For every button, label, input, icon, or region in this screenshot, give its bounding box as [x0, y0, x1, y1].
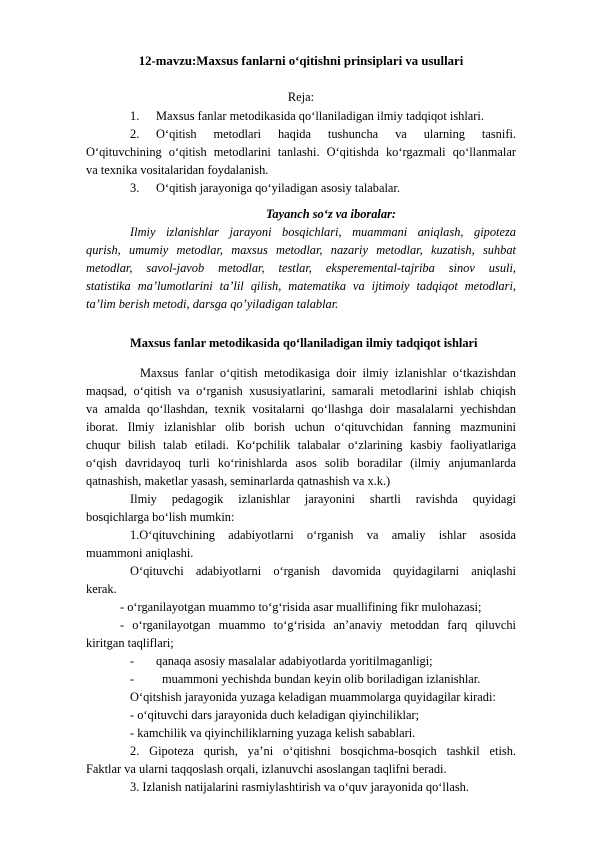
paragraph-line: 3. Izlanish natijalarini rasmiylashtirish va o‘quv jarayonida qo‘llash. [130, 780, 469, 794]
paragraph-line: chuqur bilish talab etiladi. Ko‘pchilik talabalar o‘zlarining kasbiy faoliyatlariga [86, 438, 516, 452]
paragraph-line: O‘qitshish jarayonida yuzaga keladigan muammolarga quyidagilar kiradi: [130, 690, 496, 704]
keywords-line: ta’lim berish metodi, darsga qo’yiladigan talablar. [86, 297, 339, 311]
plan-item-number: 3. [130, 181, 140, 195]
paragraph-line: muammoni aniqlashi. [86, 546, 194, 560]
keywords-line: Ilmiy izlanishlar jarayoni bosqichlari, muammani aniqlash, gipoteza [130, 225, 516, 239]
paragraph-line: va amalda qo‘llashdan, texnik vositalarni qo‘llashga doir masalalarni yechishdan [86, 402, 516, 416]
section-body [86, 364, 516, 796]
paragraph-line: kerak. [86, 582, 117, 596]
section-heading: Maxsus fanlar metodikasida qo‘llaniladigan ilmiy tadqiqot ishlari [130, 336, 478, 350]
plan-item-text: Maxsus fanlar metodikasida qo‘llaniladigan ilmiy tadqiqot ishlari. [156, 109, 484, 123]
plan-item-text: O‘qitish metodlari haqida tushuncha va ularning tasnifi. [156, 127, 516, 141]
paragraph-line: maqsad, o‘qitish va o‘rganish xususiyatlarini, samarali metodlarini ishlab chiqish [86, 384, 516, 398]
plan-item-text: O‘qitish jarayoniga qo‘yiladigan asosiy talabalar. [156, 181, 400, 195]
plan-item-number: 1. [130, 109, 140, 123]
plan-item-number: 2. [130, 127, 140, 141]
list-item: - kamchilik va qiyinchiliklarning yuzaga kelish sabablari. [130, 726, 416, 740]
list-item-text: qanaqa asosiy masalalar adabiyotlarda yoritilmaganligi; [156, 654, 433, 668]
list-item: - o‘rganilayotgan muammo to‘g‘risida asar muallifining fikr mulohazasi; [120, 600, 482, 614]
keywords-block [86, 205, 516, 313]
keywords-line: qurish, umumiy metodlar, maxsus metodlar, nazariy metodlar, kuzatish, suhbat [86, 243, 516, 257]
plan-item-1 [86, 107, 516, 125]
keywords-line: statistika ma’lumotlarini ta’lil qilish, matematika va ijtimoiy tadqiqot metodlari, [86, 279, 516, 293]
plan-item-2 [86, 125, 516, 143]
section-heading-block [86, 334, 516, 352]
list-item [86, 670, 516, 688]
plan-item-2-cont: va texnika vositalaridan foydalanish. [86, 163, 269, 177]
plan-heading: Reja: [287, 90, 315, 104]
plan-item-3 [86, 179, 516, 197]
list-item-text: muammoni yechishda bundan keyin olib boriladigan izlanishlar. [162, 672, 481, 686]
paragraph-line: iborat. Ilmiy izlanishlar olib borish uchun o‘qituvchidan fanning mazmunini [86, 420, 516, 434]
list-dash: - [130, 654, 135, 668]
paragraph-line: o‘qish davridayoq turli ko‘rinishlarda asos solib boradilar (ilmiy anjumanlarda [86, 456, 516, 470]
paragraph-line: qatnashish, maketlar yasash, seminarlarda qatnashish va x.k.) [86, 474, 391, 488]
list-dash: - [130, 672, 135, 686]
keywords-heading: Tayanch so‘z va iboralar: [266, 207, 396, 221]
paragraph-line: 2. Gipoteza qurish, ya’ni o‘qitishni bosqichma-bosqich tashkil etish. [130, 744, 516, 758]
page-title: 12-mavzu:Maxsus fanlarni o‘qitishni prinsiplari va usullari [138, 54, 464, 68]
list-item [86, 652, 516, 670]
list-item: - o‘qituvchi dars jarayonida duch keladigan qiyinchiliklar; [130, 708, 420, 722]
paragraph-line: Faktlar va ularni taqqoslash orqali, izlanuvchi asoslangan taqlifni beradi. [86, 762, 447, 776]
plan-list [86, 107, 516, 197]
paragraph-line: O‘qituvchi adabiyotlarni o‘rganish davomida quyidagilarni aniqlashi [130, 564, 516, 578]
keywords-line: metodlar, savol-javob metodlar, testlar, eksperemental-tajriba sinov usuli, [86, 261, 516, 275]
list-item: - o‘rganilayotgan muammo to‘g‘risida an’anaviy metoddan farq qiluvchi [120, 618, 516, 632]
paragraph-line: 1.O‘qituvchining adabiyotlarni o‘rganish va amaliy ishlar asosida [130, 528, 516, 542]
paragraph-line: Ilmiy pedagogik izlanishlar jarayonini shartli ravishda quyidagi [130, 492, 516, 506]
paragraph-line: Maxsus fanlar o‘qitish metodikasiga doir ilmiy izlanishlar o‘tkazishdan [140, 366, 516, 380]
plan-item-2-cont: O‘qituvchining o‘qitish metodlarini tanlashi. O‘qitishda ko‘rgazmali qo‘llanmalar [86, 145, 516, 159]
paragraph-line: kiritgan taqliflari; [86, 636, 174, 650]
paragraph-line: bosqichlarga bo‘lish mumkin: [86, 510, 235, 524]
